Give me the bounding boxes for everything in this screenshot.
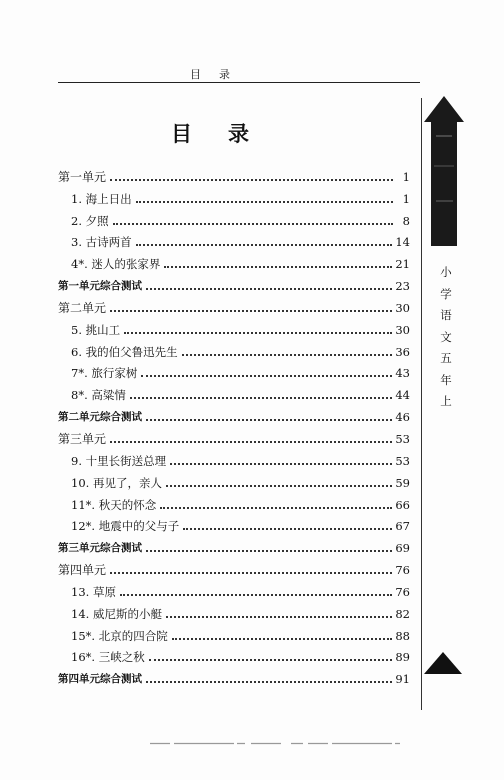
toc-page-number: 88 xyxy=(395,628,410,643)
up-arrow-tab-icon xyxy=(424,96,464,246)
dot-leader xyxy=(183,528,392,530)
toc-page-number: 21 xyxy=(395,257,410,272)
toc-entry-label: 2. 夕照 xyxy=(71,213,109,228)
toc-entry-label: 6. 我的伯父鲁迅先生 xyxy=(71,344,178,359)
dot-leader xyxy=(166,616,392,618)
dot-leader xyxy=(172,638,393,640)
dot-leader xyxy=(164,266,392,268)
toc-page-number: 82 xyxy=(395,606,410,621)
toc-row[interactable] xyxy=(58,446,410,468)
toc-entry-label: 12*. 地震中的父与子 xyxy=(71,519,180,534)
toc-page-number: 43 xyxy=(395,366,410,381)
dot-leader xyxy=(146,288,392,290)
toc-entry-label: 第二单元 xyxy=(58,300,107,315)
toc-entry-label: 11*. 秋天的怀念 xyxy=(71,497,157,512)
side-title-char: 上 xyxy=(440,394,452,408)
toc-entry-label: 3. 古诗两首 xyxy=(71,235,132,250)
dot-leader xyxy=(110,310,392,312)
toc-page-number: 59 xyxy=(395,475,410,490)
toc-page-number: 44 xyxy=(395,388,410,403)
toc-page-number: 8 xyxy=(402,213,410,228)
toc-entry-label: 第四单元综合测试 xyxy=(58,673,142,686)
toc-row[interactable] xyxy=(58,555,410,577)
header-rule xyxy=(58,82,420,83)
toc-entry-label: 第四单元 xyxy=(58,563,107,578)
toc-row[interactable] xyxy=(58,271,410,293)
toc-page-number: 1 xyxy=(402,191,410,206)
toc-row[interactable] xyxy=(58,337,410,359)
toc-row[interactable] xyxy=(58,162,410,184)
toc-row[interactable] xyxy=(58,228,410,250)
toc-entry-label: 8*. 高粱情 xyxy=(71,388,126,403)
toc-row[interactable] xyxy=(58,315,410,337)
side-book-title xyxy=(438,262,454,413)
side-title-char: 语 xyxy=(440,308,452,322)
dot-leader xyxy=(124,332,392,334)
toc-row[interactable] xyxy=(58,206,410,228)
dot-leader xyxy=(141,375,392,377)
dot-leader xyxy=(110,179,393,181)
dot-leader xyxy=(130,397,392,399)
toc-entry-label: 16*. 三峡之秋 xyxy=(71,650,145,665)
toc-entry-label: 9. 十里长街送总理 xyxy=(71,453,167,468)
side-title-char: 文 xyxy=(440,329,452,344)
toc-row[interactable] xyxy=(58,424,410,446)
toc-entry-label: 第二单元综合测试 xyxy=(58,411,142,424)
toc-row[interactable] xyxy=(58,533,410,555)
toc-page-number: 69 xyxy=(395,541,410,556)
side-title-char: 年 xyxy=(440,372,452,387)
dot-leader xyxy=(136,244,393,246)
toc-entry-label: 13. 草原 xyxy=(71,584,116,599)
toc-page-number: 91 xyxy=(395,672,410,687)
toc-entry-label: 4*. 迷人的张家界 xyxy=(71,257,161,272)
toc-page-number: 46 xyxy=(395,410,410,425)
toc-row[interactable] xyxy=(58,359,410,381)
side-title-char: 学 xyxy=(440,286,452,301)
toc-entry-label: 14. 威尼斯的小艇 xyxy=(71,606,162,621)
side-title-char: 五 xyxy=(440,351,452,365)
toc-page-number: 1 xyxy=(402,169,410,184)
toc-entry-label: 7*. 旅行家树 xyxy=(71,366,138,381)
toc-page-number: 14 xyxy=(395,235,410,250)
toc-entry-label: 10. 再见了，亲人 xyxy=(71,475,162,490)
toc-row[interactable] xyxy=(58,490,410,512)
toc-row[interactable] xyxy=(58,468,410,490)
dot-leader xyxy=(136,201,393,203)
dot-leader xyxy=(146,419,392,421)
toc-row[interactable] xyxy=(58,402,410,424)
dot-leader xyxy=(146,550,392,552)
toc-row[interactable] xyxy=(58,184,410,206)
side-divider xyxy=(421,98,422,710)
dot-leader xyxy=(170,463,392,465)
toc-entry-label: 第三单元综合测试 xyxy=(58,542,142,555)
toc-page-number: 53 xyxy=(395,453,410,468)
dot-leader xyxy=(113,223,393,225)
toc-page-number: 36 xyxy=(395,344,410,359)
toc-page-number: 66 xyxy=(395,497,410,512)
toc-row[interactable] xyxy=(58,664,410,686)
toc-page-number: 53 xyxy=(395,431,410,446)
toc-entry-label: 第一单元综合测试 xyxy=(58,280,142,293)
toc-page-number: 30 xyxy=(395,300,410,315)
toc-page-number: 89 xyxy=(395,650,410,665)
toc-page-number: 67 xyxy=(395,519,410,534)
toc-entry-label: 5. 挑山工 xyxy=(71,322,121,337)
dot-leader xyxy=(110,572,392,574)
table-of-contents xyxy=(58,162,410,686)
toc-page-number: 76 xyxy=(395,563,410,578)
dot-leader xyxy=(160,507,392,509)
side-title-char: 小 xyxy=(440,265,452,279)
scan-artifact xyxy=(150,742,400,745)
dot-leader xyxy=(182,354,393,356)
toc-entry-label: 15*. 北京的四合院 xyxy=(71,628,168,643)
toc-row[interactable] xyxy=(58,249,410,271)
toc-row[interactable] xyxy=(58,293,410,315)
toc-page-number: 30 xyxy=(395,322,410,337)
toc-entry-label: 1. 海上日出 xyxy=(71,191,132,206)
triangle-mark-icon xyxy=(424,652,462,674)
toc-entry-label: 第一单元 xyxy=(58,169,107,184)
toc-row[interactable] xyxy=(58,512,410,534)
dot-leader xyxy=(149,659,393,661)
dot-leader xyxy=(110,441,392,443)
toc-row[interactable] xyxy=(58,643,410,665)
toc-entry-label: 第三单元 xyxy=(58,431,107,446)
dot-leader xyxy=(166,485,392,487)
toc-page-number: 76 xyxy=(395,584,410,599)
dot-leader xyxy=(120,594,392,596)
dot-leader xyxy=(146,681,392,683)
toc-page-number: 23 xyxy=(395,279,410,294)
page-title: 目录 xyxy=(171,122,285,146)
toc-row[interactable] xyxy=(58,621,410,643)
toc-row[interactable] xyxy=(58,599,410,621)
running-head: 目录 xyxy=(190,68,248,81)
toc-row[interactable] xyxy=(58,380,410,402)
toc-row[interactable] xyxy=(58,577,410,599)
